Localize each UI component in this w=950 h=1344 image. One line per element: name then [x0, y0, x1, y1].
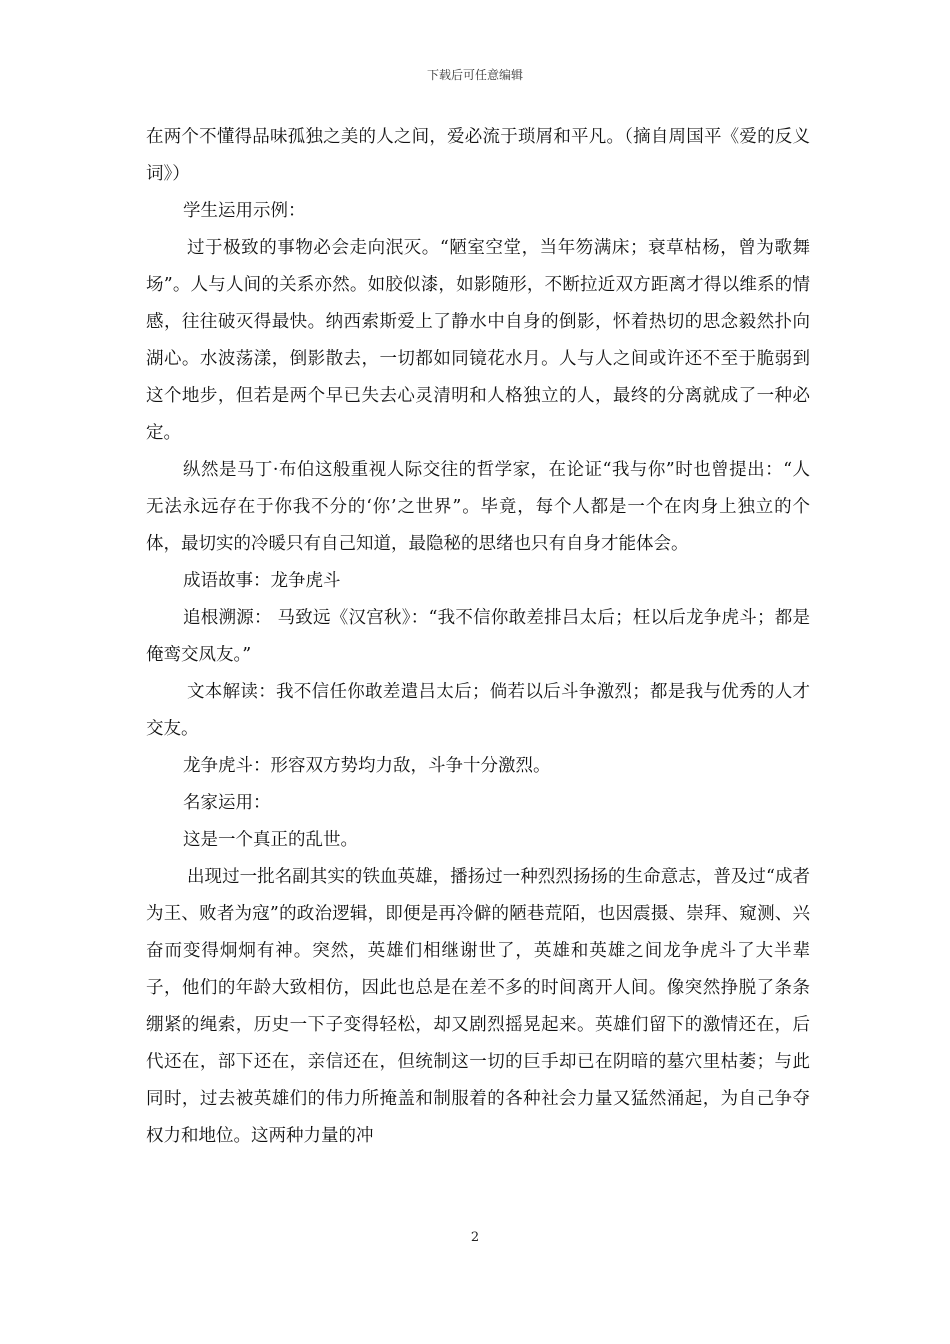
paragraph: 龙争虎斗：形容双方势均力敌，斗争十分激烈。: [183, 756, 551, 776]
section-heading: 成语故事：龙争虎斗: [183, 571, 341, 591]
paragraph: 文本解读：我不信任你敢差遣吕太后；倘若以后斗争激烈；都是我与优秀的人才交友。: [146, 682, 810, 739]
page-header: 下载后可任意编辑: [426, 68, 523, 82]
paragraph: 出现过一批名副其实的铁血英雄，播扬过一种烈烈扬扬的生命意志，普及过“成者为王、败者为寇”的政治逻辑，即便是再冷僻的陋巷荒陌，也因震摄、崇拜、窥测、兴奋而变得炯炯有神。突然，英雄们相继谢世了，英雄和英雄之间龙争虎斗了大半辈子，他们的年龄大致相仿，因此也总是在差不多的时间离开人间。像突然挣脱了条条绷紧的绳索，历史一下子变得轻松，却又剧烈摇晃起来。英雄们留下的激情还在，后代还在，部下还在，亲信还在，但统制这一切的巨手却已在阴暗的墓穴里枯萎；与此同时，过去被英雄们的伟力所掩盖和制服着的各种社会力量又猛然涌起，为自己争夺权力和地位。这两种力量的冲: [146, 867, 810, 1146]
paragraph: 过于极致的事物必会走向泯灭。“陋室空堂，当年笏满床；衰草枯杨，曾为歌舞场”。人与人间的关系亦然。如胶似漆，如影随形，不断拉近双方距离才得以维系的情感，往往破灭得最快。纳西索斯爱上了静水中自身的倒影，怀着热切的思念毅然扑向湖心。水波荡漾，倒影散去，一切都如同镜花水月。人与人之间或许还不至于脆弱到这个地步，但若是两个早已失去心灵清明和人格独立的人，最终的分离就成了一种必定。: [146, 238, 810, 443]
paragraph: 这是一个真正的乱世。: [183, 830, 358, 850]
paragraph: 学生运用示例：: [183, 201, 306, 221]
paragraph: 在两个不懂得品味孤独之美的人之间，爱必流于琐屑和平凡。（摘自周国平《爱的反义词》）: [146, 127, 810, 184]
paragraph: 追根溯源： 马致远《汉宫秋》：“我不信你敢差排吕太后；枉以后龙争虎斗；都是俺鸾交凤友。”: [146, 608, 810, 665]
page-number: 2: [470, 1230, 480, 1245]
document-body: [146, 119, 810, 1155]
paragraph: 纵然是马丁·布伯这般重视人际交往的哲学家，在论证“我与你”时也曾提出：“人无法永远存在于你我不分的‘你’之世界”。毕竟，每个人都是一个在肉身上独立的个体，最切实的冷暖只有自己知道，最隐秘的思绪也只有自身才能体会。: [146, 460, 810, 554]
paragraph: 名家运用：: [183, 793, 271, 813]
